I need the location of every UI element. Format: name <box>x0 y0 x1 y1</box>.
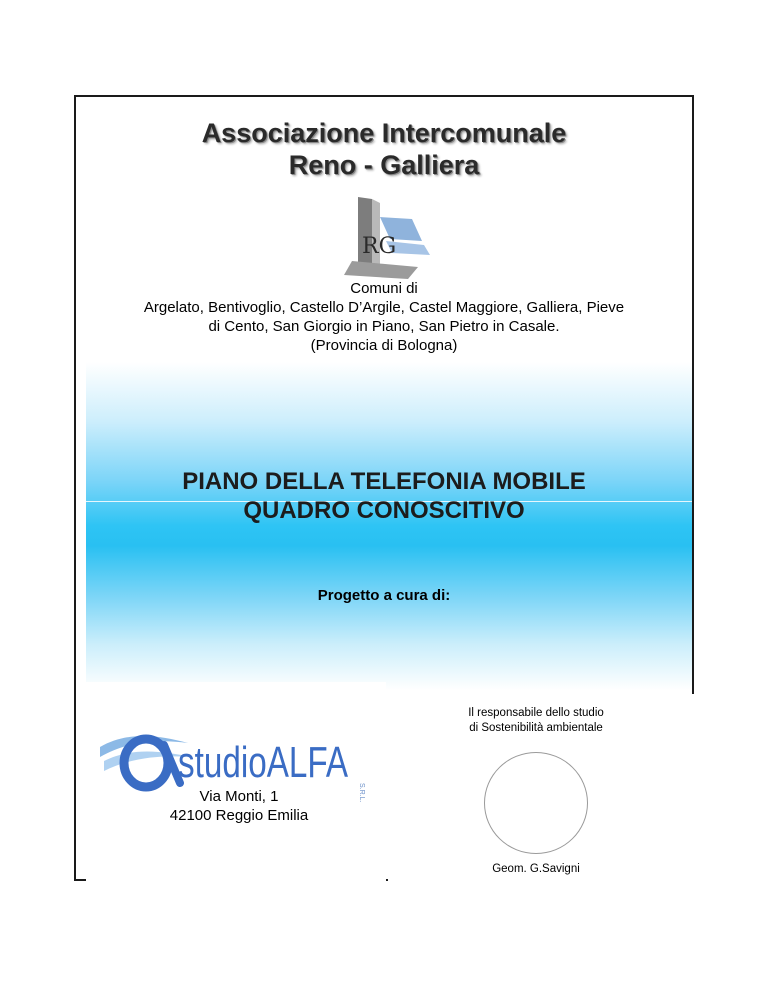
rg-logo-text: RG <box>362 234 397 259</box>
signer-name: Geom. G.Savigni <box>492 863 580 875</box>
cover-frame <box>74 95 694 881</box>
provincia: (Provincia di Bologna) <box>310 337 458 354</box>
title-line-1: Associazione Intercomunale <box>201 118 567 148</box>
association-title <box>76 117 692 181</box>
comuni-line: di Cento, San Giorgio in Piano, San Pietro in Casale. <box>208 318 560 335</box>
plan-title-line-1: PIANO DELLA TELEFONIA MOBILE <box>182 468 586 495</box>
comuni-heading: Comuni di <box>350 280 418 297</box>
responsabile-label <box>416 706 656 736</box>
responsabile-line-1: Il responsabile dello studio <box>468 707 604 719</box>
comuni-list <box>76 279 692 355</box>
studio-address <box>124 787 354 825</box>
plan-title-line-2: QUADRO CONOSCITIVO <box>243 497 525 524</box>
comuni-line: Argelato, Bentivoglio, Castello D’Argile, Castel Maggiore, Galliera, Pieve <box>143 299 625 316</box>
plan-title <box>76 467 692 525</box>
progetto-label: Progetto a cura di: <box>317 587 451 604</box>
studio-alfa-logo-text: studioALFA <box>178 738 349 787</box>
responsabile-line-2: di Sostenibilità ambientale <box>469 722 603 734</box>
rg-logo <box>338 195 434 283</box>
studio-alfa-suffix: S.R.L. <box>358 783 365 803</box>
address-city: 42100 Reggio Emilia <box>169 807 309 824</box>
title-line-2: Reno - Galliera <box>288 150 480 180</box>
stamp-circle <box>484 752 588 854</box>
blue-gradient-band <box>86 362 692 690</box>
address-street: Via Monti, 1 <box>199 788 279 805</box>
